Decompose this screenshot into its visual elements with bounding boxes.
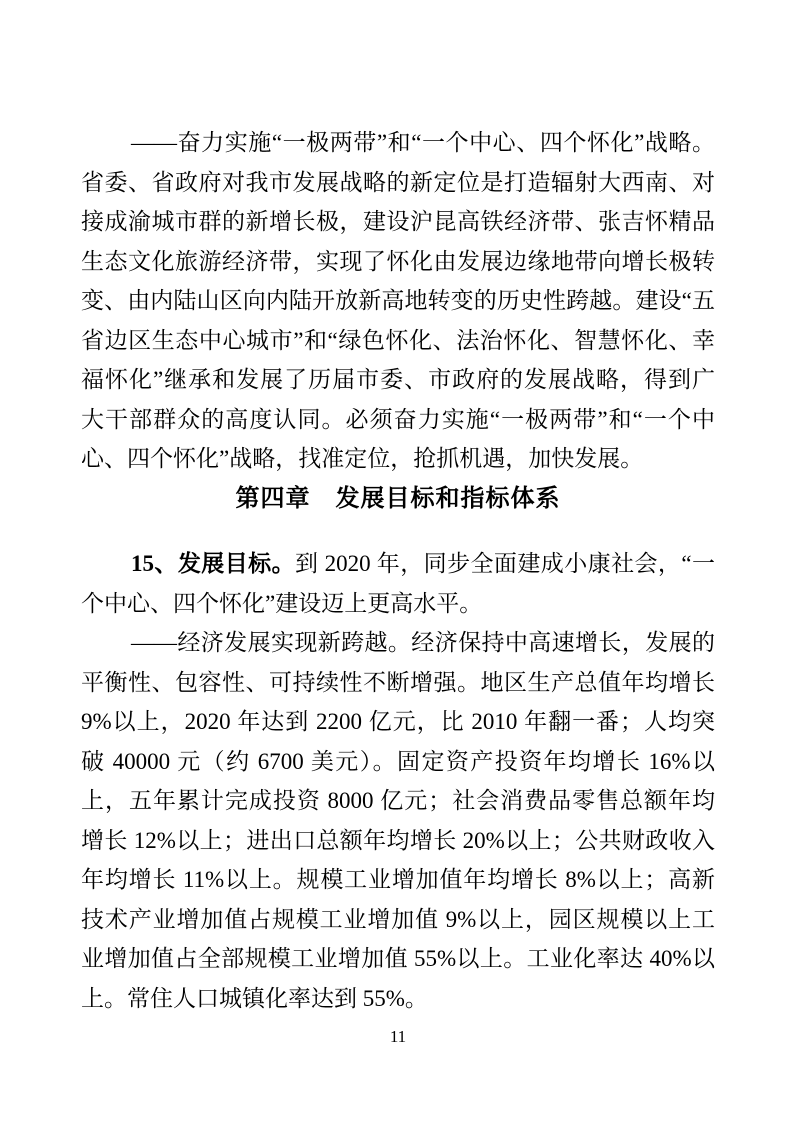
- text-line: 技术产业增加值占规模工业增加值 9%以上，园区规模以上工: [81, 906, 715, 932]
- text-line: 省委、省政府对我市发展战略的新定位是打造辐射大西南、对: [81, 169, 715, 195]
- paragraph-development-goal: [81, 544, 715, 623]
- text-line: 增长 12%以上；进出口总额年均增长 20%以上；公共财政收入: [81, 827, 715, 853]
- text-line: [81, 544, 715, 584]
- text-line: ——经济发展实现新跨越。经济保持中高速增长，发展的: [131, 630, 715, 655]
- text-line: 接成渝城市群的新增长极，建设沪昆高铁经济带、张吉怀精品: [81, 209, 715, 234]
- text-line: 上。常住人口城镇化率达到 55%。: [81, 985, 428, 1011]
- paragraph-strategy: [81, 123, 715, 479]
- text-line: ——奋力实施“一极两带”和“一个中心、四个怀化”战略。: [131, 130, 715, 155]
- text-line: 变、由内陆山区向内陆开放新高地转变的历史性跨越。建设“五: [81, 288, 715, 313]
- text-line: 生态文化旅游经济带，实现了怀化由发展边缘地带向增长极转: [81, 248, 715, 274]
- text-line: 上，五年累计完成投资 8000 亿元；社会消费品零售总额年均: [81, 788, 715, 813]
- text-line: 平衡性、包容性、可持续性不断增强。地区生产总值年均增长: [81, 669, 715, 695]
- text-line: 福怀化”继承和发展了历届市委、市政府的发展战略，得到广: [81, 367, 715, 392]
- text-line: 业增加值占全部规模工业增加值 55%以上。工业化率达 40%以: [81, 946, 715, 971]
- text-line: 个中心、四个怀化”建设迈上更高水平。: [81, 590, 483, 616]
- text-line: 破 40000 元（约 6700 美元）。固定资产投资年均增长 16%以: [81, 748, 715, 774]
- text-line: 年均增长 11%以上。规模工业增加值年均增长 8%以上；高新: [81, 867, 715, 892]
- text-line: 心、四个怀化”战略，找准定位，抢抓机遇，加快发展。: [81, 446, 644, 471]
- chapter-heading: 第四章 发展目标和指标体系: [235, 484, 561, 512]
- item-number-label: 15、发展目标。: [131, 551, 295, 576]
- text-line: 大干部群众的高度认同。必须奋力实施“一极两带”和“一个中: [81, 406, 715, 432]
- text-line: 9%以上，2020 年达到 2200 亿元，比 2010 年翻一番；人均突: [81, 709, 715, 734]
- goal-text: 到 2020 年，同步全面建成小康社会，“一: [295, 551, 715, 576]
- page-number: 11: [389, 1027, 407, 1046]
- text-line: 省边区生态中心城市”和“绿色怀化、法治怀化、智慧怀化、幸: [81, 327, 715, 353]
- paragraph-economy: [81, 623, 715, 1018]
